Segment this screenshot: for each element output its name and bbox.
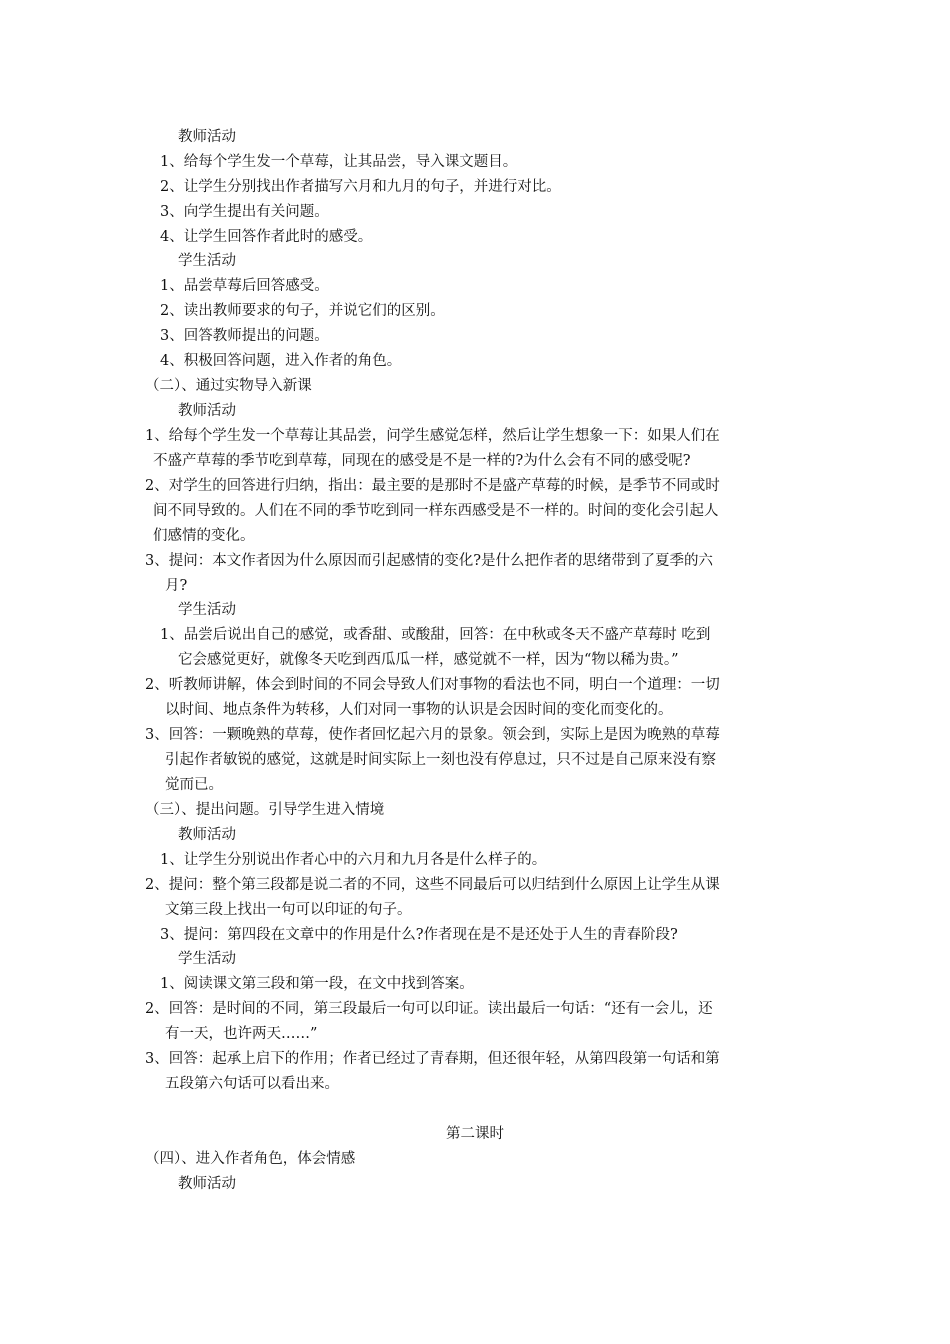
paragraph-line: 3、提问：第四段在文章中的作用是什么?作者现在是不是还处于人生的青春阶段? bbox=[160, 927, 678, 943]
paragraph-line: 2、提问：整个第三段都是说二者的不同，这些不同最后可以归结到什么原因上让学生从课 bbox=[145, 877, 720, 893]
teacher-activity-heading: 教师活动 bbox=[178, 827, 236, 843]
paragraph-line: 2、听教师讲解，体会到时间的不同会导致人们对事物的看法也不同，明白一个道理：一切 bbox=[145, 677, 720, 693]
list-item: 3、向学生提出有关问题。 bbox=[160, 204, 329, 220]
paragraph-line: 它会感觉更好，就像冬天吃到西瓜瓜一样，感觉就不一样，因为“物以稀为贵。” bbox=[178, 652, 679, 668]
paragraph-line: 不盛产草莓的季节吃到草莓，同现在的感受是不是一样的?为什么会有不同的感受呢? bbox=[153, 453, 691, 469]
teacher-activity-heading: 教师活动 bbox=[178, 129, 236, 145]
student-activity-heading: 学生活动 bbox=[178, 951, 236, 967]
list-item: 3、回答教师提出的问题。 bbox=[160, 328, 329, 344]
paragraph-line: 2、回答：是时间的不同，第三段最后一句可以印证。读出最后一句话：“还有一会儿，还 bbox=[145, 1001, 713, 1017]
paragraph-line: 觉而已。 bbox=[165, 777, 223, 793]
paragraph-line: 月? bbox=[165, 578, 188, 594]
list-item: 1、品尝草莓后回答感受。 bbox=[160, 278, 329, 294]
paragraph-line: 3、回答：一颗晚熟的草莓，使作者回忆起六月的景象。领会到，实际上是因为晚熟的草莓 bbox=[145, 727, 720, 743]
teacher-activity-heading: 教师活动 bbox=[178, 1176, 236, 1192]
paragraph-line: 以时间、地点条件为转移，人们对同一事物的认识是会因时间的变化而变化的。 bbox=[165, 702, 673, 718]
list-item: 1、给每个学生发一个草莓，让其品尝，导入课文题目。 bbox=[160, 154, 518, 170]
paragraph-line: 1、给每个学生发一个草莓让其品尝，问学生感觉怎样，然后让学生想象一下：如果人们在 bbox=[145, 428, 720, 444]
list-item: 4、积极回答问题，进入作者的角色。 bbox=[160, 353, 402, 369]
paragraph-line: 3、回答：起承上启下的作用；作者已经过了青春期，但还很年轻，从第四段第一句话和第 bbox=[145, 1051, 720, 1067]
paragraph-line: 有一天，也许两天……” bbox=[165, 1026, 318, 1042]
paragraph-line: 3、提问：本文作者因为什么原因而引起感情的变化?是什么把作者的思绪带到了夏季的六 bbox=[145, 553, 713, 569]
student-activity-heading: 学生活动 bbox=[178, 602, 236, 618]
teacher-activity-heading: 教师活动 bbox=[178, 403, 236, 419]
list-item: 2、让学生分别找出作者描写六月和九月的句子，并进行对比。 bbox=[160, 179, 561, 195]
lesson-title: 第二课时 bbox=[446, 1126, 504, 1142]
paragraph-line: 1、让学生分别说出作者心中的六月和九月各是什么样子的。 bbox=[160, 852, 547, 868]
paragraph-line: 文第三段上找出一句可以印证的句子。 bbox=[165, 902, 412, 918]
list-item: 4、让学生回答作者此时的感受。 bbox=[160, 229, 373, 245]
student-activity-heading: 学生活动 bbox=[178, 253, 236, 269]
paragraph-line: 五段第六句话可以看出来。 bbox=[165, 1076, 339, 1092]
section-heading: （四）、进入作者角色，体会情感 bbox=[145, 1151, 356, 1167]
paragraph-line: 引起作者敏锐的感觉，这就是时间实际上一刻也没有停息过，只不过是自己原来没有察 bbox=[165, 752, 716, 768]
section-heading: （二）、通过实物导入新课 bbox=[145, 378, 312, 394]
paragraph-line: 1、阅读课文第三段和第一段，在文中找到答案。 bbox=[160, 976, 474, 992]
paragraph-line: 2、对学生的回答进行归纳，指出：最主要的是那时不是盛产草莓的时候，是季节不同或时 bbox=[145, 478, 720, 494]
section-heading: （三）、提出问题。引导学生进入情境 bbox=[145, 802, 385, 818]
paragraph-line: 们感情的变化。 bbox=[153, 528, 255, 544]
paragraph-line: 间不同导致的。人们在不同的季节吃到同一样东西感受是不一样的。时间的变化会引起人 bbox=[153, 503, 719, 519]
paragraph-line: 1、品尝后说出自己的感觉，或香甜、或酸甜，回答：在中秋或冬天不盛产草莓时 吃到 bbox=[160, 627, 711, 643]
list-item: 2、读出教师要求的句子，并说它们的区别。 bbox=[160, 303, 445, 319]
